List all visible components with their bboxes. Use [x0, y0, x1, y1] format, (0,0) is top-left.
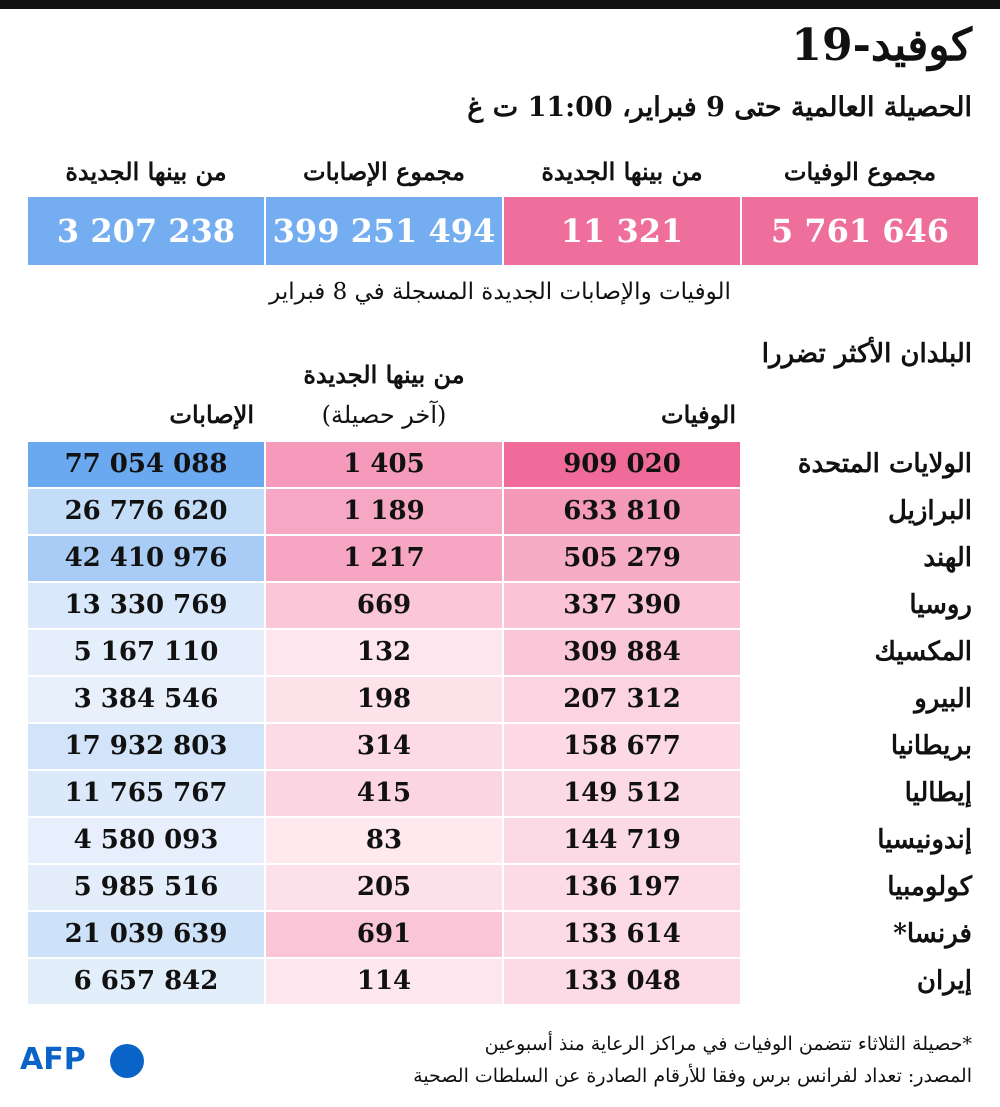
cell-deaths: 309 884	[504, 630, 740, 675]
top-bar	[0, 0, 1000, 9]
cell-cases: 6 657 842	[28, 959, 264, 1004]
cell-new: 415	[266, 771, 502, 816]
cell-cases: 26 776 620	[28, 489, 264, 534]
summary-new-deaths-value: 11 321	[504, 197, 740, 265]
cell-new: 1 217	[266, 536, 502, 581]
column-header-new-line1: من بينها الجديدة	[303, 360, 465, 389]
summary-deaths-label: مجموع الوفيات	[783, 157, 937, 186]
cell-new: 83	[266, 818, 502, 863]
cell-deaths: 144 719	[504, 818, 740, 863]
country-name: إيطاليا	[904, 778, 972, 808]
country-name: الهند	[923, 543, 972, 573]
cell-deaths: 136 197	[504, 865, 740, 910]
cell-deaths: 505 279	[504, 536, 740, 581]
cell-cases: 5 167 110	[28, 630, 264, 675]
cell-cases: 13 330 769	[28, 583, 264, 628]
cell-cases: 42 410 976	[28, 536, 264, 581]
country-name: إيران	[916, 966, 972, 996]
afp-logo-dot-icon	[110, 1044, 144, 1078]
cell-new: 691	[266, 912, 502, 957]
column-header-deaths: الوفيات	[661, 400, 736, 429]
cell-new: 1 405	[266, 442, 502, 487]
country-name: البيرو	[914, 684, 972, 714]
cell-new: 132	[266, 630, 502, 675]
summary-deaths-value: 5 761 646	[742, 197, 978, 265]
cell-new: 669	[266, 583, 502, 628]
section-title: البلدان الأكثر تضررا	[761, 339, 972, 369]
column-header-new-line2: (آخر حصيلة)	[321, 401, 447, 429]
country-name: المكسيك	[874, 637, 972, 667]
cell-cases: 17 932 803	[28, 724, 264, 769]
afp-logo-text: AFP	[20, 1042, 86, 1077]
summary-new-cases-label: من بينها الجديدة	[65, 157, 227, 186]
country-name: فرنسا*	[893, 919, 972, 949]
cell-deaths: 207 312	[504, 677, 740, 722]
page-subtitle: الحصيلة العالمية حتى 9 فبراير، 11:00 ت غ	[467, 92, 972, 123]
cell-new: 1 189	[266, 489, 502, 534]
summary-note: الوفيات والإصابات الجديدة المسجلة في 8 فبراير	[269, 279, 731, 305]
cell-deaths: 133 048	[504, 959, 740, 1004]
afp-logo	[20, 1040, 150, 1080]
country-name: البرازيل	[887, 496, 972, 526]
country-name: إندونيسيا	[877, 825, 972, 855]
cell-deaths: 909 020	[504, 442, 740, 487]
country-name: الولايات المتحدة	[797, 449, 972, 479]
cell-cases: 4 580 093	[28, 818, 264, 863]
cell-new: 314	[266, 724, 502, 769]
cell-new: 205	[266, 865, 502, 910]
cell-new: 198	[266, 677, 502, 722]
cell-cases: 3 384 546	[28, 677, 264, 722]
footnote: *حصيلة الثلاثاء تتضمن الوفيات في مراكز الرعاية منذ أسبوعين	[484, 1033, 972, 1055]
cell-cases: 5 985 516	[28, 865, 264, 910]
cell-deaths: 633 810	[504, 489, 740, 534]
country-name: بريطانيا	[890, 731, 972, 761]
source-note: المصدر: تعداد لفرانس برس وفقا للأرقام الصادرة عن السلطات الصحية	[413, 1065, 972, 1087]
cell-cases: 21 039 639	[28, 912, 264, 957]
country-name: روسيا	[909, 590, 972, 620]
cell-cases: 77 054 088	[28, 442, 264, 487]
cell-deaths: 133 614	[504, 912, 740, 957]
cell-cases: 11 765 767	[28, 771, 264, 816]
cell-deaths: 149 512	[504, 771, 740, 816]
summary-cases-value: 399 251 494	[266, 197, 502, 265]
cell-deaths: 158 677	[504, 724, 740, 769]
column-header-cases: الإصابات	[169, 400, 254, 429]
cell-new: 114	[266, 959, 502, 1004]
summary-cases-label: مجموع الإصابات	[303, 157, 465, 186]
summary-new-deaths-label: من بينها الجديدة	[541, 157, 703, 186]
page-title: كوفيد-19	[791, 20, 972, 71]
summary-new-cases-value: 3 207 238	[28, 197, 264, 265]
country-name: كولومبيا	[887, 872, 972, 902]
cell-deaths: 337 390	[504, 583, 740, 628]
